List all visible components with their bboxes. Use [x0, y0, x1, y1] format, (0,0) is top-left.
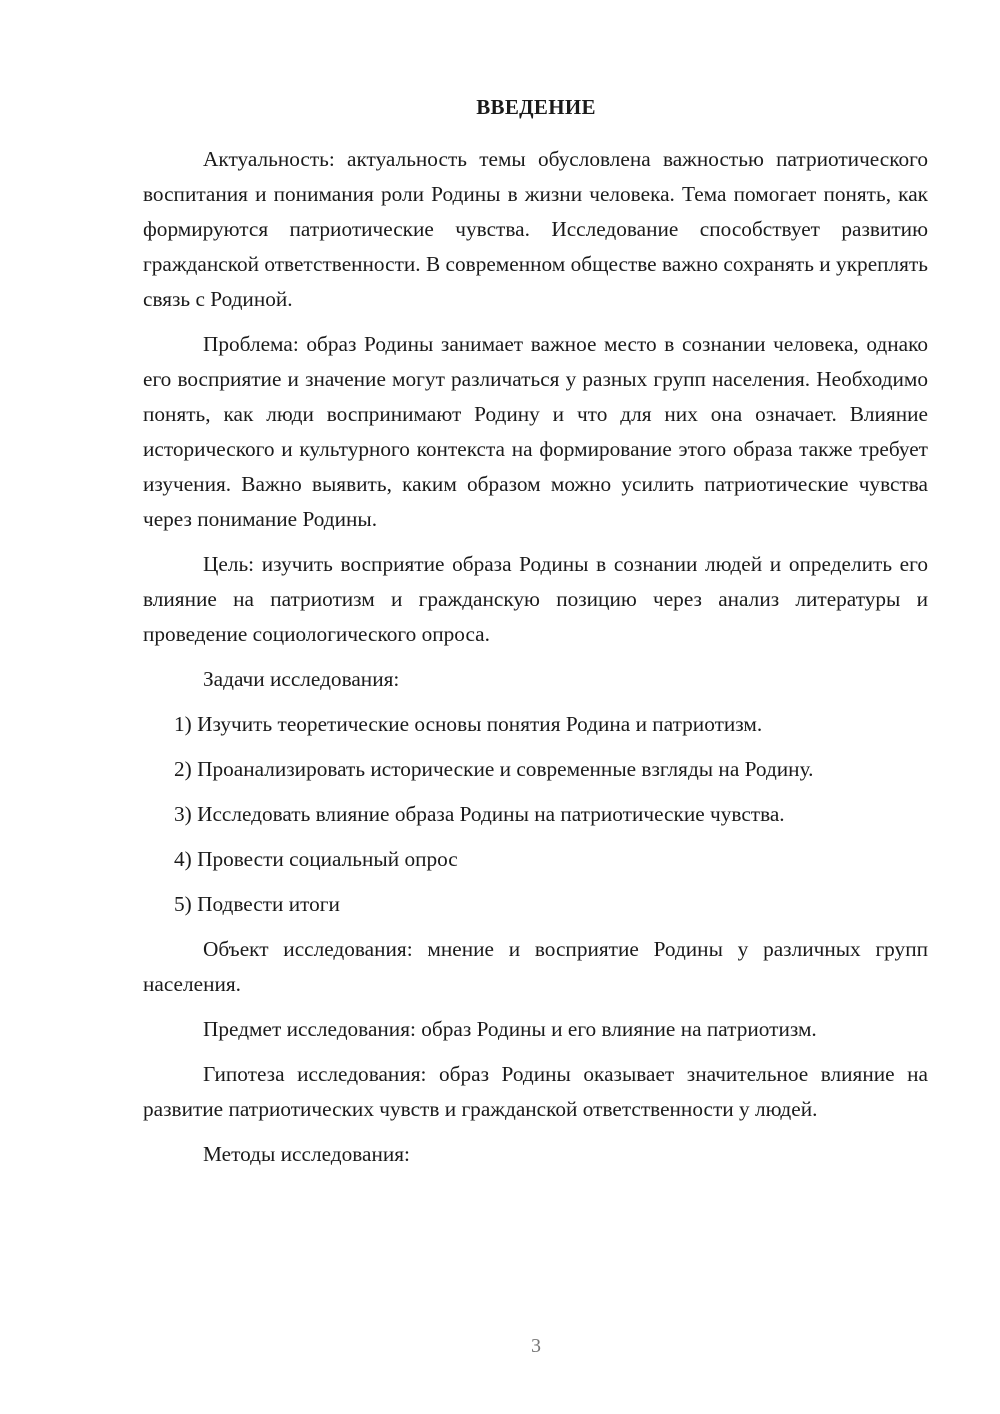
paragraph-relevance: Актуальность: актуальность темы обусловлена важностью патриотического воспитания и понимания роли Родины в жизни человека. Тема помогает понять, как формируются патриотические чувства. Исследование способствует развитию гражданской ответственности. В современном обществе важно сохранять и укреплять связь с Родиной. — [143, 147, 928, 311]
list-item: 5) Подвести итоги — [174, 892, 340, 916]
paragraph-methods: Методы исследования: — [203, 1142, 410, 1166]
list-item: 4) Провести социальный опрос — [174, 847, 458, 871]
list-item: 3) Исследовать влияние образа Родины на патриотические чувства. — [174, 802, 785, 826]
paragraph-goal: Цель: изучить восприятие образа Родины в сознании людей и определить его влияние на патриотизм и гражданскую позицию через анализ литературы и проведение социологического опроса. — [143, 552, 928, 646]
paragraph-object: Объект исследования: мнение и восприятие Родины у различных групп населения. — [143, 937, 928, 996]
paragraph-subject: Предмет исследования: образ Родины и его влияние на патриотизм. — [203, 1017, 817, 1041]
list-item: 2) Проанализировать исторические и современные взгляды на Родину. — [174, 757, 814, 781]
paragraph-hypothesis: Гипотеза исследования: образ Родины оказывает значительное влияние на развитие патриотических чувств и гражданской ответственности у людей. — [143, 1062, 928, 1121]
list-item: 1) Изучить теоретические основы понятия Родина и патриотизм. — [174, 712, 763, 736]
page-heading: ВВЕДЕНИЕ — [476, 95, 596, 119]
paragraph-problem: Проблема: образ Родины занимает важное место в сознании человека, однако его восприятие и значение могут различаться у разных групп населения. Необходимо понять, как люди воспринимают Родину и что для них она означает. Влияние исторического и культурного контекста на формирование этого образа также требует изучения. Важно выявить, каким образом можно усилить патриотические чувства через понимание Родины. — [143, 332, 928, 531]
page-number: 3 — [531, 1335, 541, 1357]
body-text — [143, 142, 928, 1182]
paragraph-tasks-heading: Задачи исследования: — [203, 667, 400, 691]
tasks-list — [143, 707, 928, 922]
